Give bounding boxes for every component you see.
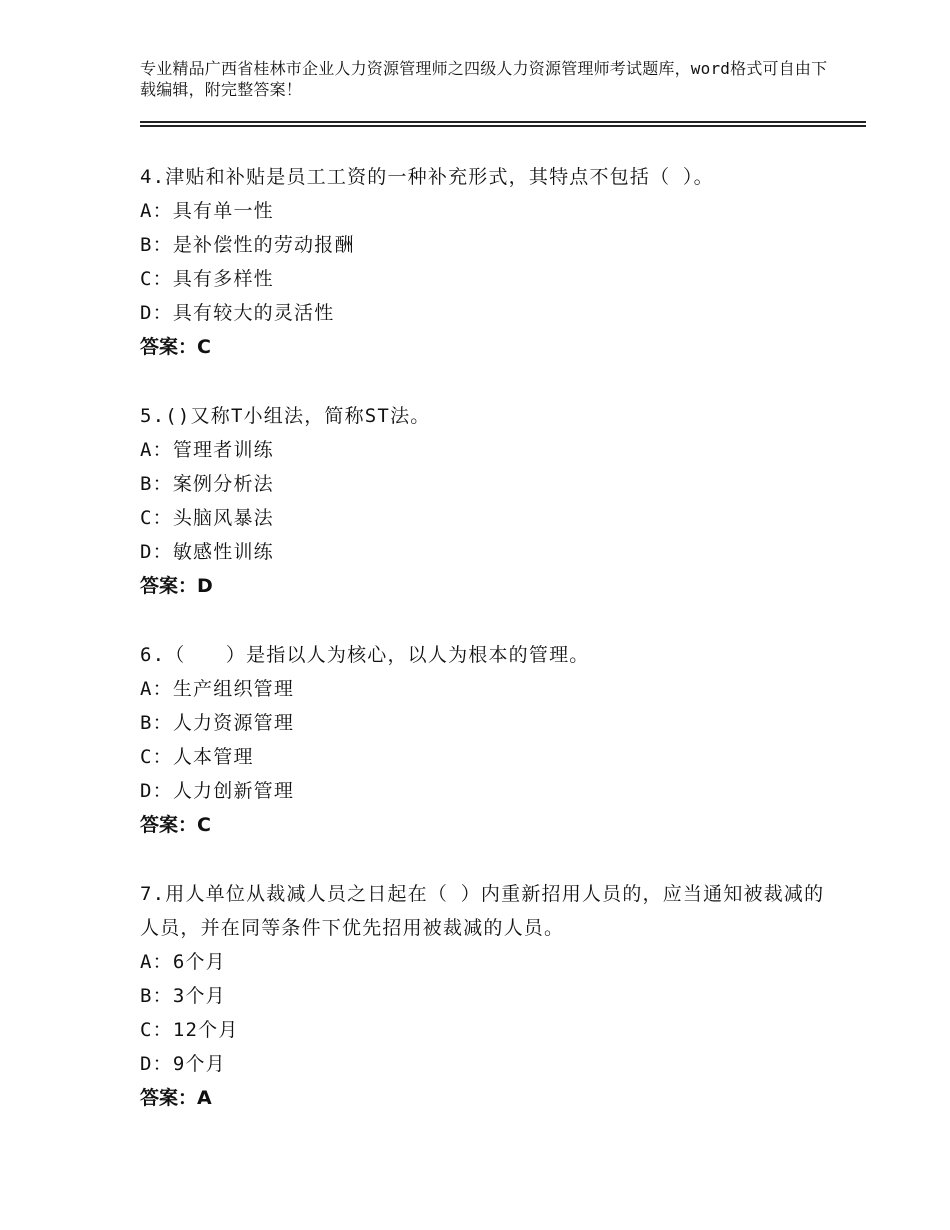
option-a: A：6个月 — [140, 951, 226, 973]
answer-label: 答案：C — [140, 814, 211, 836]
question-stem: 4.津贴和补贴是员工工资的一种补充形式，其特点不包括（ ）。 — [140, 166, 714, 188]
answer-label: 答案：A — [140, 1087, 212, 1109]
question-5 — [140, 399, 840, 603]
answer-label: 答案：C — [140, 336, 211, 358]
option-b: B：案例分析法 — [140, 473, 274, 495]
question-stem: 6.（ ）是指以人为核心，以人为根本的管理。 — [140, 644, 590, 666]
option-b: B：3个月 — [140, 985, 226, 1007]
option-a: A：具有单一性 — [140, 200, 274, 222]
option-d: D：敏感性训练 — [140, 541, 274, 563]
document-header: 专业精品广西省桂林市企业人力资源管理师之四级人力资源管理师考试题库，word格式可自由下载编辑，附完整答案！ — [140, 59, 828, 99]
option-d: D：人力创新管理 — [140, 780, 295, 802]
header-divider-top — [140, 121, 866, 123]
option-a: A：生产组织管理 — [140, 678, 295, 700]
option-d: D：具有较大的灵活性 — [140, 302, 335, 324]
option-b: B：是补偿性的劳动报酬 — [140, 234, 355, 256]
question-6 — [140, 638, 840, 842]
question-stem: 5.()又称T小组法，简称ST法。 — [140, 405, 431, 427]
question-stem: 7.用人单位从裁减人员之日起在（ ）内重新招用人员的，应当通知被裁减的人员，并在同等条件下优先招用被裁减的人员。 — [140, 883, 825, 939]
option-c: C：具有多样性 — [140, 268, 274, 290]
question-4 — [140, 160, 840, 364]
header-divider-bottom — [140, 125, 866, 127]
option-c: C：头脑风暴法 — [140, 507, 274, 529]
option-c: C：人本管理 — [140, 746, 254, 768]
option-d: D：9个月 — [140, 1053, 226, 1075]
option-a: A：管理者训练 — [140, 439, 274, 461]
option-c: C：12个月 — [140, 1019, 239, 1041]
question-7 — [140, 877, 840, 1115]
option-b: B：人力资源管理 — [140, 712, 295, 734]
answer-label: 答案：D — [140, 575, 213, 597]
